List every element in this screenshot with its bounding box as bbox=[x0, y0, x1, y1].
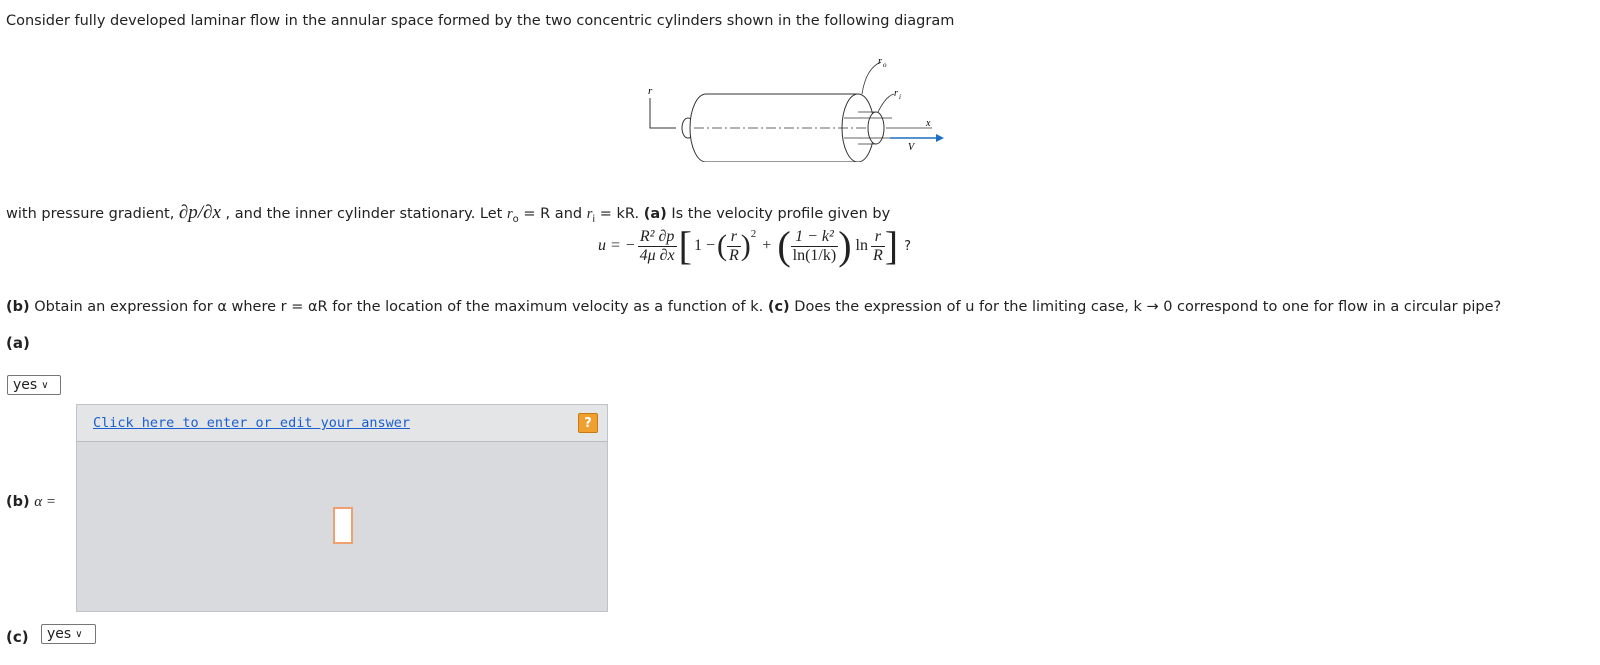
diagram-label-v: V bbox=[908, 142, 915, 153]
part-b-c-statement bbox=[6, 299, 1501, 315]
answer-b-label bbox=[6, 494, 56, 511]
part-a-text: Is the velocity profile given by bbox=[671, 206, 891, 222]
answer-b-alpha: α = bbox=[34, 494, 56, 510]
answer-b-label-text: (b) bbox=[6, 494, 30, 510]
chevron-down-icon: ∨ bbox=[75, 628, 83, 640]
diagram-label-ri: r bbox=[894, 88, 898, 99]
problem-text-1: with pressure gradient, bbox=[6, 206, 175, 222]
eq-frac-1 bbox=[638, 228, 677, 265]
diagram-label-ro: r bbox=[878, 56, 882, 67]
part-b-label: (b) bbox=[6, 299, 30, 315]
problem-intro: Consider fully developed laminar flow in the annular space formed by the two concentric cylinders shown in the following diagram bbox=[6, 13, 955, 29]
problem-text-2: , and the inner cylinder stationary. Let bbox=[225, 206, 503, 222]
eq-frac-1-den: 4μ ∂x bbox=[639, 246, 675, 264]
help-icon[interactable]: ? bbox=[578, 413, 598, 433]
problem-eq-2: = kR. bbox=[599, 206, 640, 222]
diagram-label-x: x bbox=[926, 118, 931, 129]
eq-power: 2 bbox=[750, 228, 757, 240]
eq-lhs: u = − bbox=[598, 237, 636, 254]
part-b-text: Obtain an expression for α where r = αR for the location of the maximum velocity as a function of k. bbox=[34, 299, 764, 315]
problem-eq-1: = R and bbox=[523, 206, 583, 222]
diagram-label-ri-sub: i bbox=[899, 93, 901, 101]
diagram-label-r: r bbox=[648, 85, 653, 97]
answer-c-selected: yes bbox=[47, 626, 72, 642]
eq-question-mark: ? bbox=[904, 238, 911, 254]
eq-one-minus: 1 − bbox=[693, 237, 715, 254]
edit-answer-link[interactable]: Click here to enter or edit your answer bbox=[93, 415, 410, 431]
answer-a-selected: yes bbox=[13, 377, 38, 393]
eq-ln: ln bbox=[855, 237, 868, 254]
velocity-equation: u = − $\frac{\text{R² ∂p}}{4\mu \partial x}$ [ 1 − ( $\frac{r}{R}$ ) $^2$ + ( $\frac{\text{1 − k²}}{\ln(1/k)}$ ) ln $\frac{r}{R}$ ] ? bbox=[598, 223, 911, 268]
answer-c-dropdown[interactable] bbox=[41, 624, 96, 644]
answer-editor-header bbox=[77, 405, 607, 442]
eq-r-over-R bbox=[727, 228, 741, 265]
eq-frac-1-num: R² ∂p bbox=[639, 227, 675, 245]
answer-input-placeholder[interactable] bbox=[333, 507, 353, 544]
eq-r2-over-R bbox=[871, 228, 885, 265]
ro-sub: o bbox=[512, 213, 519, 225]
answer-a-label: (a) bbox=[6, 334, 30, 352]
eq-r2-den: R bbox=[872, 246, 883, 264]
answer-b-editor[interactable] bbox=[76, 404, 608, 612]
part-a-label: (a) bbox=[643, 206, 667, 222]
part-c-label: (c) bbox=[767, 299, 790, 315]
pressure-gradient: ∂p/∂x bbox=[178, 202, 221, 223]
concentric-cylinders-diagram bbox=[636, 52, 956, 162]
problem-statement bbox=[6, 202, 890, 225]
eq-plus: + bbox=[762, 237, 772, 254]
ri-symbol: r bbox=[586, 206, 593, 222]
eq-frac-3-den: ln(1/k) bbox=[792, 246, 837, 264]
eq-frac-3-num: 1 − k² bbox=[795, 227, 834, 245]
eq-r-num: r bbox=[730, 227, 737, 245]
answer-c-label: (c) bbox=[6, 628, 29, 646]
ri-sub: i bbox=[592, 213, 596, 225]
answer-a-dropdown[interactable] bbox=[7, 375, 61, 395]
ro-symbol: r bbox=[506, 206, 513, 222]
eq-r-den: R bbox=[729, 246, 739, 264]
part-c-text: Does the expression of u for the limiting case, k → 0 correspond to one for flow in a circular pipe? bbox=[794, 299, 1502, 315]
eq-r2-num: r bbox=[874, 227, 881, 245]
diagram-label-ro-sub: o bbox=[883, 61, 887, 69]
chevron-down-icon: ∨ bbox=[41, 379, 49, 391]
eq-frac-3 bbox=[791, 228, 839, 265]
